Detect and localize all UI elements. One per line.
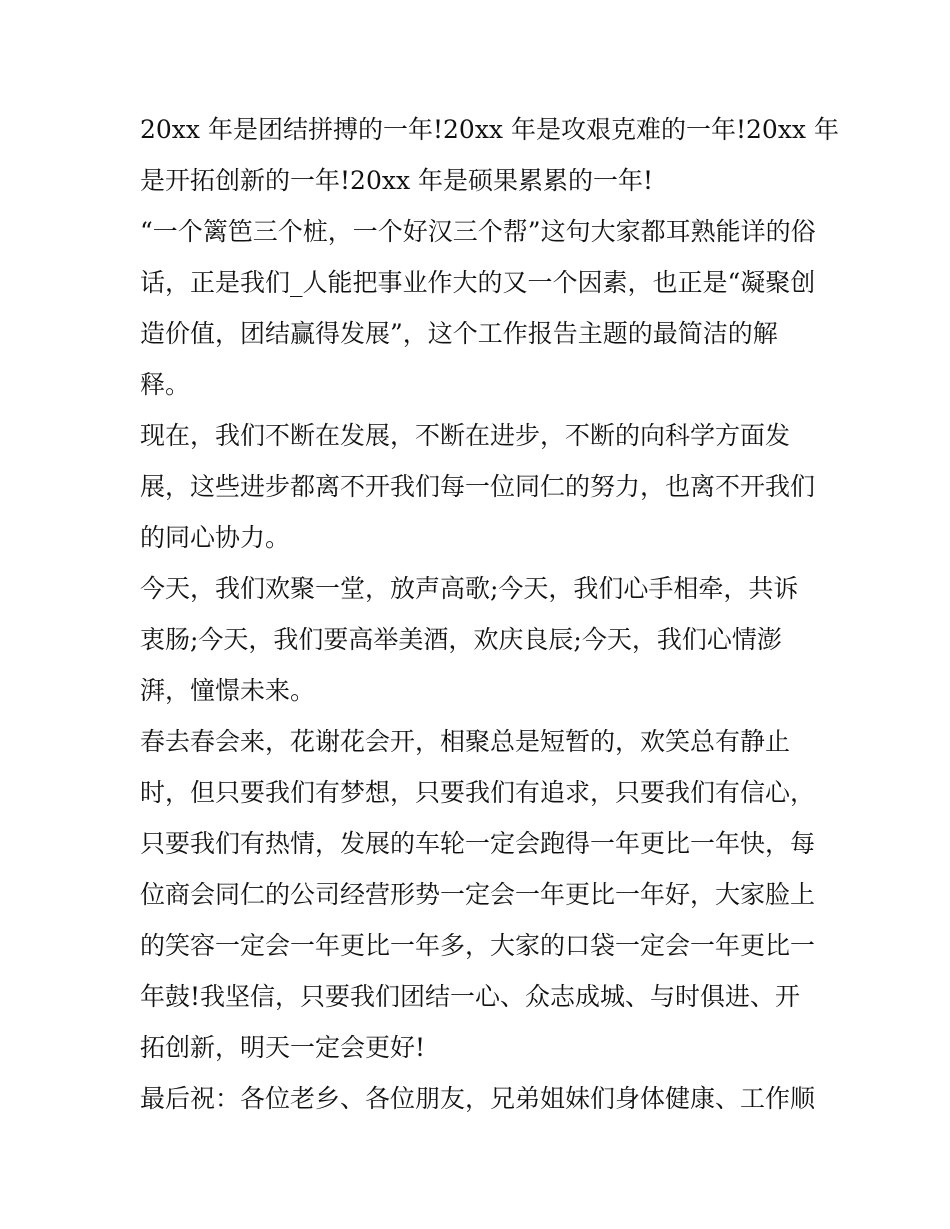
text-line: 释。 [140,370,191,399]
text-line: 展，这些进步都离不开我们每一位同仁的努力，也离不开我们 [140,472,816,501]
text-line: 时，但只要我们有梦想，只要我们有追求，只要我们有信心， [140,778,816,807]
text-line: 春去春会来，花谢花会开，相聚总是短暂的，欢笑总有静止 [140,727,791,756]
text-line: 话，正是我们_人能把事业作大的又一个因素，也正是“凝聚创 [140,268,816,297]
text-line: 衷肠;今天，我们要高举美酒，欢庆良辰;今天，我们心情澎 [140,625,782,654]
text-line: 只要我们有热情，发展的车轮一定会跑得一年更比一年快，每 [140,829,816,858]
text-line: 的笑容一定会一年更比一年多，大家的口袋一定会一年更比一 [140,931,816,960]
text-line: “一个篱笆三个桩，一个好汉三个帮”这句大家都耳熟能详的俗 [140,217,816,246]
text-line: 的同心协力。 [140,523,291,552]
text-line: 是开拓创新的一年!20xx 年是硕果累累的一年! [140,166,654,195]
document-body [140,104,839,1124]
text-line: 年鼓!我坚信，只要我们团结一心、众志成城、与时俱进、开 [140,982,801,1011]
text-line: 造价值，团结赢得发展”，这个工作报告主题的最简洁的解 [140,319,778,348]
text-line: 位商会同仁的公司经营形势一定会一年更比一年好，大家脸上 [140,880,816,909]
text-line: 今天，我们欢聚一堂，放声高歌;今天，我们心手相牵，共诉 [140,574,799,603]
text-line: 最后祝：各位老乡、各位朋友，兄弟姐妹们身体健康、工作顺 [140,1084,816,1113]
text-line: 湃，憧憬未来。 [140,676,316,705]
text-line: 现在，我们不断在发展，不断在进步，不断的向科学方面发 [140,421,791,450]
text-line: 拓创新，明天一定会更好! [140,1033,426,1062]
text-line: 20xx 年是团结拼搏的一年!20xx 年是攻艰克难的一年!20xx 年 [140,115,839,144]
